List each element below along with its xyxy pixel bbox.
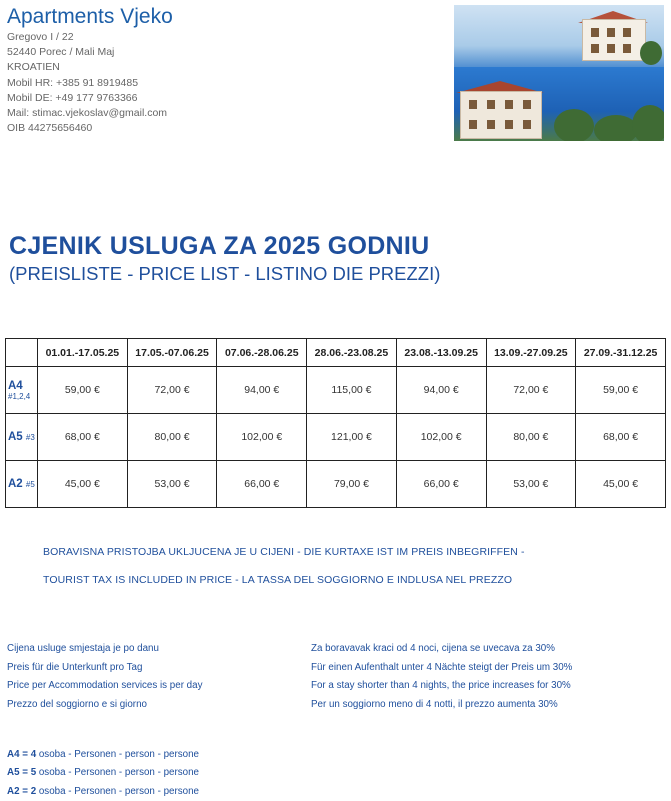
legend-item	[7, 746, 199, 764]
legend-code: A5 = 5	[7, 767, 37, 779]
price-cell: 72,00 €	[127, 367, 217, 414]
price-cell: 94,00 €	[217, 367, 307, 414]
season-header: 07.06.-28.06.25	[217, 339, 307, 367]
price-cell: 68,00 €	[38, 414, 128, 461]
price-cell: 72,00 €	[486, 367, 576, 414]
season-header: 17.05.-07.06.25	[127, 339, 217, 367]
apartment-units: #1,2,4	[8, 391, 31, 401]
email: Mail: stimac.vjekoslav@gmail.com	[7, 107, 168, 120]
price-cell: 66,00 €	[217, 461, 307, 508]
corner-cell	[6, 339, 38, 367]
price-cell: 68,00 €	[576, 414, 666, 461]
price-table-header-row	[6, 339, 666, 367]
season-header: 28.06.-23.08.25	[307, 339, 397, 367]
price-cell: 102,00 €	[396, 414, 486, 461]
note-short-stay-it: Per un soggiorno meno di 4 notti, il prezzo aumenta 30%	[311, 698, 558, 710]
phone-hr: Mobil HR: +385 91 8919485	[7, 76, 139, 89]
table-row	[6, 367, 666, 414]
note-per-day-de: Preis für die Unterkunft pro Tag	[7, 661, 143, 673]
price-cell: 59,00 €	[576, 367, 666, 414]
address-street: Gregovo I / 22	[7, 31, 74, 43]
price-cell: 53,00 €	[127, 461, 217, 508]
note-short-stay-hr: Za boravavak kraci od 4 noci, cijena se uvecava za 30%	[311, 643, 555, 654]
season-header: 01.01.-17.05.25	[38, 339, 128, 367]
brand-name: Apartments Vjeko	[7, 5, 173, 28]
apartment-units: #5	[25, 480, 35, 489]
season-header: 13.09.-27.09.25	[486, 339, 576, 367]
apartment-code: A5	[8, 431, 23, 443]
price-cell: 80,00 €	[486, 414, 576, 461]
price-cell: 94,00 €	[396, 367, 486, 414]
phone-de: Mobil DE: +49 177 9763366	[7, 91, 138, 104]
persons-legend	[7, 746, 199, 801]
page-subtitle: (PREISLISTE - PRICE LIST - LISTINO DIE PREZZI)	[9, 263, 441, 284]
legend-text: osoba - Personen - person - persone	[36, 749, 199, 760]
legend-text: osoba - Personen - person - persone	[36, 767, 199, 779]
notes-right	[311, 640, 572, 714]
price-cell: 66,00 €	[396, 461, 486, 508]
row-label	[6, 367, 38, 414]
page-title: CJENIK USLUGA ZA 2025 GODNIU	[9, 232, 430, 260]
price-cell: 53,00 €	[486, 461, 576, 508]
price-cell: 45,00 €	[38, 461, 128, 508]
row-label	[6, 461, 38, 508]
price-cell: 115,00 €	[307, 367, 397, 414]
apartment-units: #3	[25, 433, 35, 442]
table-row	[6, 461, 666, 508]
note-short-stay-de: Für einen Aufenthalt unter 4 Nächte steigt der Preis um 30%	[311, 661, 573, 673]
address-city: 52440 Porec / Mali Maj	[7, 46, 115, 59]
note-short-stay-en: For a stay shorter than 4 nights, the price increases for 30%	[311, 680, 571, 691]
oib: OIB 44275656460	[7, 122, 93, 135]
address-country: KROATIEN	[7, 61, 60, 74]
contact-block	[7, 30, 167, 136]
legend-item	[7, 783, 199, 801]
note-per-day-hr: Cijena usluge smjestaja je po danu	[7, 643, 159, 654]
price-table	[5, 338, 666, 508]
price-cell: 79,00 €	[307, 461, 397, 508]
legend-text: osoba - Personen - person - persone	[36, 785, 199, 797]
price-cell: 121,00 €	[307, 414, 397, 461]
apartment-code: A4	[8, 379, 23, 392]
note-per-day-it: Prezzo del soggiorno e si giorno	[7, 698, 147, 710]
notes-left	[7, 640, 202, 714]
price-cell: 45,00 €	[576, 461, 666, 508]
season-header: 23.08.-13.09.25	[396, 339, 486, 367]
apartment-photo	[454, 5, 664, 141]
note-per-day-en: Price per Accommodation services is per day	[7, 680, 203, 691]
price-cell: 80,00 €	[127, 414, 217, 461]
legend-item	[7, 764, 199, 782]
row-label	[6, 414, 38, 461]
price-cell: 102,00 €	[217, 414, 307, 461]
tax-note-line-2: TOURIST TAX IS INCLUDED IN PRICE - LA TASSA DEL SOGGIORNO E INDLUSA NEL PREZZO	[43, 574, 513, 586]
legend-code: A4 = 4	[7, 749, 37, 760]
tax-note-line-1: BORAVISNA PRISTOJBA UKLJUCENA JE U CIJENI - DIE KURTAXE IST IM PREIS INBEGRIFFEN -	[43, 546, 525, 558]
apartment-code: A2	[8, 478, 23, 490]
price-cell: 59,00 €	[38, 367, 128, 414]
legend-code: A2 = 2	[7, 785, 37, 797]
season-header: 27.09.-31.12.25	[576, 339, 666, 367]
table-row	[6, 414, 666, 461]
